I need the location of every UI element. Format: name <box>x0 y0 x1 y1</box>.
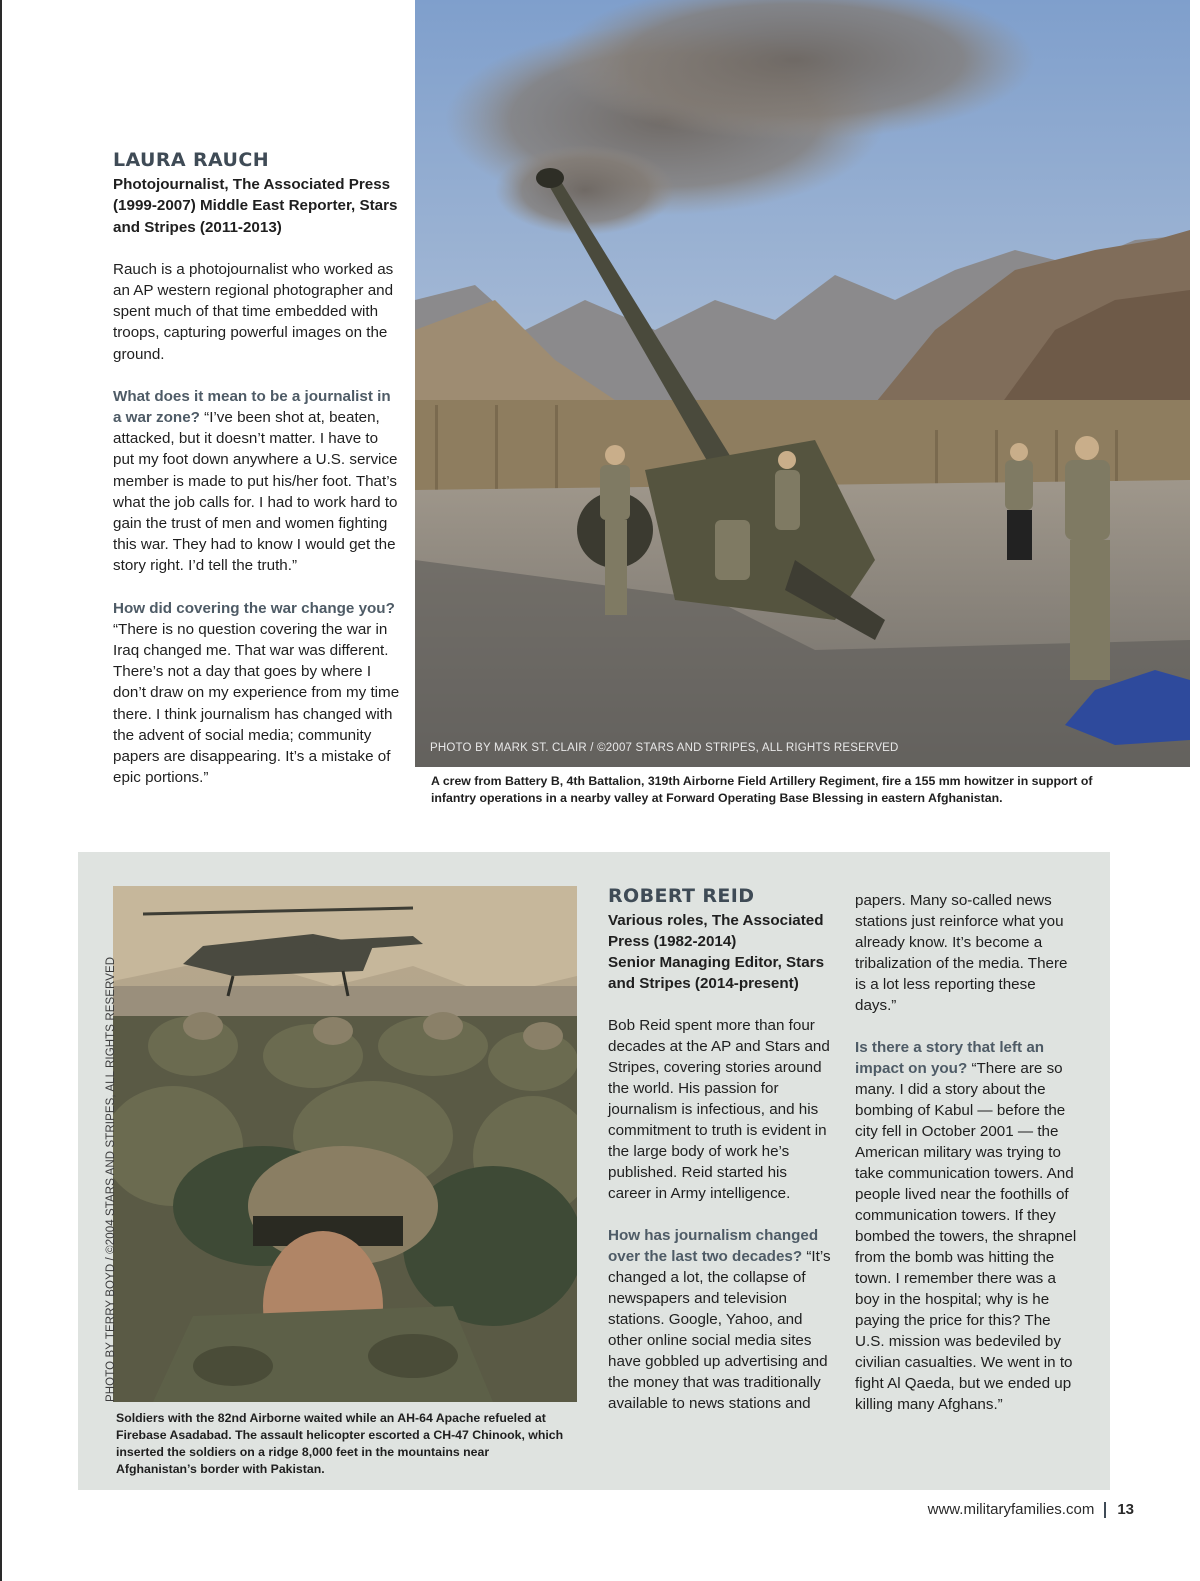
reid-answer-2: “There are so many. I did a story about the bombing of Kabul — before the city fell in October 2001 — the American military was trying to take communication towers. And people lived near the foothills of communication towers. If they bombed the towers, the shrapnel from the bomb was hitting the town. I remember there was a boy in the hospital; why is he paying the price for this? The U.S. mission was bedeviled by civilian casualties. We went in to fight Al Qaeda, but we ended up killing many Afghans.” <box>855 1060 1077 1413</box>
rauch-qa-2 <box>113 598 403 789</box>
page-number: 13 <box>1117 1501 1134 1518</box>
reid-answer-1-continued: papers. Many so-called news stations just reinforce what you already know. It’s become a tribalization of the media. There is a lot less reporting these days.” <box>855 892 1068 1014</box>
reid-question-2: Is there a story that left an impact on you? <box>855 1039 1045 1077</box>
rauch-question-2: How did covering the war change you? <box>113 599 395 617</box>
howitzer-photo <box>415 0 1190 767</box>
rauch-name: LAURA RAUCH <box>113 149 270 171</box>
rauch-answer-2: “There is no question covering the war in Iraq changed me. That war was different. There’s not a day that goes by where I don’t draw on my experience from my time there. I think journalism has changed with the advent of social media; community papers are disappearing. It’s a mistake of epic portions.” <box>113 599 404 787</box>
reid-role-1: Various roles, The Associated Press (1982-2014) <box>608 912 824 950</box>
photo1-credit: PHOTO BY MARK ST. CLAIR / ©2007 STARS AND STRIPES, ALL RIGHTS RESERVED <box>430 742 899 754</box>
footer-url[interactable]: www.militaryfamilies.com <box>927 1501 1095 1518</box>
rauch-question-1: What does it mean to be a journalist in a war zone? <box>113 387 391 427</box>
reid-intro: Bob Reid spent more than four decades at the AP and Stars and Stripes, covering stories around the world. His passion for journalism is infectious, and his commitment to truth is evident in the large body of work he’s published. Reid started his career in Army intelligence. <box>608 1017 830 1202</box>
photo2-credit: PHOTO BY TERRY BOYD / ©2004 STARS AND STRIPES, ALL RIGHTS RESERVED <box>105 956 117 1402</box>
page-edge-line <box>0 0 2 1581</box>
reid-name: ROBERT REID <box>608 885 755 907</box>
rauch-answer-1: “I’ve been shot at, beaten, attacked, but it doesn’t matter. I have to put my foot down anywhere a U.S. service member is made to put his/her foot. That’s what the job calls for. I had to work hard to gain the trust of men and women fighting this war. They had to know I would get the story right. I’d tell the truth.” <box>113 409 398 575</box>
reid-qa-2 <box>855 1037 1080 1415</box>
reid-article-col1 <box>608 886 833 1414</box>
soldiers-photo <box>113 886 577 1402</box>
page-footer <box>928 1501 1134 1518</box>
photo1-caption: A crew from Battery B, 4th Battalion, 319th Airborne Field Artillery Regiment, fire a 155 mm howitzer in support of infantry operations in a nearby valley at Forward Operating Base Blessing in eastern Afghanistan. <box>431 774 1093 805</box>
rauch-intro: Rauch is a photojournalist who worked as an AP western regional photographer and spent much of that time embedded with troops, capturing powerful images on the ground. <box>113 260 394 363</box>
reid-question-1: How has journalism changed over the last two decades? <box>608 1227 819 1265</box>
footer-separator <box>1104 1502 1106 1518</box>
photo2-caption: Soldiers with the 82nd Airborne waited while an AH-64 Apache refueled at Firebase Asadabad. The assault helicopter escorted a CH-47 Chinook, which inserted the soldiers on a ridge 8,000 feet in the mountains near Afghanistan’s border with Pakistan. <box>116 1411 564 1476</box>
reid-qa-1 <box>608 1225 833 1414</box>
reid-answer-1: “It’s changed a lot, the collapse of newspapers and television stations. Google, Yahoo, and other online social media sites have gobbled up advertising and the money that was traditionally available to news stations and <box>608 1248 831 1412</box>
rauch-qa-1 <box>113 386 403 577</box>
reid-article-col2 <box>855 890 1080 1415</box>
rauch-role: Photojournalist, The Associated Press (1999-2007) Middle East Reporter, Stars and Stripes (2011-2013) <box>113 176 398 236</box>
rauch-article <box>113 150 403 788</box>
reid-role-2: Senior Managing Editor, Stars and Stripes (2014-present) <box>608 954 825 992</box>
